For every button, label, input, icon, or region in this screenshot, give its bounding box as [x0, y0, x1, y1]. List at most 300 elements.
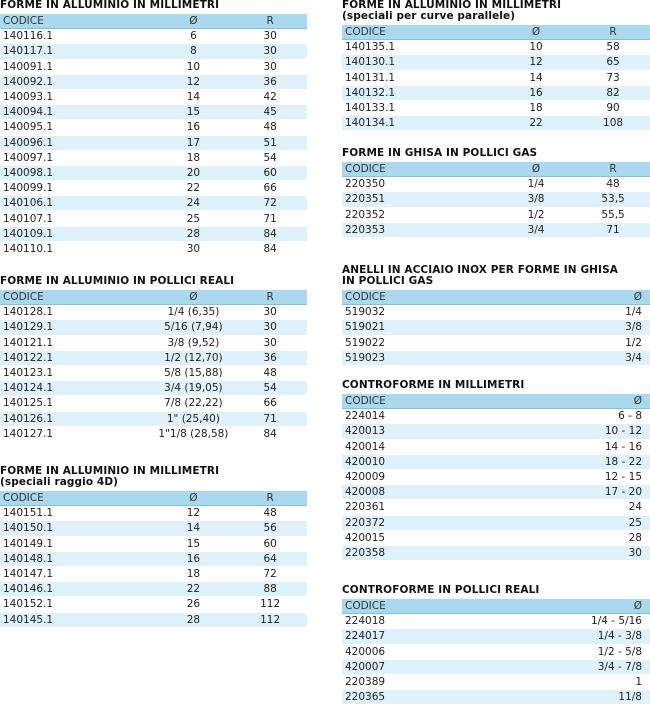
section-alluminio-mm: [0, 0, 307, 257]
table-row: [0, 29, 307, 44]
raggio-cell: 58: [576, 40, 650, 55]
column-header: CODICE: [342, 25, 496, 40]
table-body: [342, 614, 650, 705]
table-row: [342, 177, 650, 192]
table-row: [342, 85, 650, 100]
raggio-cell: 88: [233, 582, 307, 597]
codice-cell: 420008: [342, 485, 542, 500]
section-alluminio-4d: [0, 466, 307, 628]
table-row: [0, 521, 307, 536]
table-row: [342, 55, 650, 70]
codice-cell: 140099.1: [0, 181, 154, 196]
codice-cell: 220358: [342, 545, 542, 560]
raggio-cell: 64: [233, 551, 307, 566]
section-title-line: CONTROFORME IN MILLIMETRI: [342, 379, 525, 391]
codice-cell: 420015: [342, 530, 542, 545]
codice-cell: 140107.1: [0, 211, 154, 226]
table-row: [0, 365, 307, 380]
table-row: [0, 411, 307, 426]
column-header: CODICE: [342, 290, 542, 305]
diametro-cell: 24: [542, 500, 650, 515]
diametro-cell: 1/2: [496, 207, 576, 222]
table-row: [342, 690, 650, 705]
raggio-cell: 112: [233, 612, 307, 627]
data-table: [342, 162, 650, 238]
table-body: [342, 305, 650, 366]
table-header: [342, 162, 650, 177]
codice-cell: 140096.1: [0, 135, 154, 150]
codice-cell: 140093.1: [0, 89, 154, 104]
codice-cell: 220389: [342, 674, 542, 689]
diametro-cell: 18: [154, 566, 234, 581]
table-row: [342, 454, 650, 469]
codice-cell: 420014: [342, 439, 542, 454]
diametro-cell: 10: [154, 59, 234, 74]
table-header: [342, 290, 650, 305]
raggio-cell: 36: [233, 74, 307, 89]
diametro-cell: 1/2: [542, 335, 650, 350]
section-title: [0, 276, 307, 287]
table-row: [0, 396, 307, 411]
table-row: [0, 165, 307, 180]
table-row: [0, 196, 307, 211]
table-row: [342, 469, 650, 484]
raggio-cell: 42: [233, 89, 307, 104]
diametro-cell: 18: [496, 100, 576, 115]
table-body: [0, 29, 307, 257]
raggio-cell: 84: [233, 226, 307, 241]
codice-cell: 519032: [342, 305, 542, 320]
raggio-cell: 73: [576, 70, 650, 85]
raggio-cell: 108: [576, 116, 650, 131]
table-row: [0, 350, 307, 365]
raggio-cell: 45: [233, 105, 307, 120]
codice-cell: 220350: [342, 177, 496, 192]
table-header: [342, 599, 650, 614]
diametro-cell: 1/4: [496, 177, 576, 192]
codice-cell: 420010: [342, 454, 542, 469]
diametro-cell: 3/8: [542, 320, 650, 335]
column-header: Ø: [154, 14, 234, 29]
codice-cell: 140133.1: [342, 100, 496, 115]
raggio-cell: 71: [576, 222, 650, 237]
codice-cell: 140127.1: [0, 426, 154, 441]
diametro-cell: 3/4 - 7/8: [542, 659, 650, 674]
section-title: [342, 0, 650, 22]
codice-cell: 140148.1: [0, 551, 154, 566]
diametro-cell: 28: [154, 226, 234, 241]
diametro-cell: 6: [154, 29, 234, 44]
diametro-cell: 1/4 (6,35): [154, 305, 234, 320]
codice-cell: 140135.1: [342, 40, 496, 55]
raggio-cell: 30: [233, 29, 307, 44]
table-row: [0, 226, 307, 241]
codice-cell: 140147.1: [0, 566, 154, 581]
table-row: [342, 629, 650, 644]
table-row: [342, 659, 650, 674]
diametro-cell: 25: [542, 515, 650, 530]
table-row: [342, 207, 650, 222]
section-ghisa-pollici-gas: [342, 148, 650, 238]
raggio-cell: 53,5: [576, 192, 650, 207]
diametro-cell: 30: [542, 545, 650, 560]
codice-cell: 140091.1: [0, 59, 154, 74]
diametro-cell: 17: [154, 135, 234, 150]
diametro-cell: 10: [496, 40, 576, 55]
diametro-cell: 12 - 15: [542, 469, 650, 484]
table-row: [0, 612, 307, 627]
codice-cell: 140146.1: [0, 582, 154, 597]
codice-cell: 140145.1: [0, 612, 154, 627]
diametro-cell: 16: [154, 551, 234, 566]
codice-cell: 140097.1: [0, 150, 154, 165]
codice-cell: 140117.1: [0, 44, 154, 59]
column-header: R: [576, 162, 650, 177]
table-row: [0, 597, 307, 612]
header-row: [342, 162, 650, 177]
codice-cell: 140106.1: [0, 196, 154, 211]
section-title-line: IN POLLICI GAS: [342, 275, 434, 287]
section-title: [342, 380, 650, 391]
table-row: [0, 335, 307, 350]
raggio-cell: 71: [233, 211, 307, 226]
codice-cell: 140122.1: [0, 350, 154, 365]
section-title-line: (speciali raggio 4D): [0, 476, 119, 488]
raggio-cell: 51: [233, 135, 307, 150]
raggio-cell: 60: [233, 165, 307, 180]
diametro-cell: 14 - 16: [542, 439, 650, 454]
table-row: [0, 566, 307, 581]
codice-cell: 140098.1: [0, 165, 154, 180]
raggio-cell: 66: [233, 396, 307, 411]
header-row: [0, 491, 307, 506]
diametro-cell: 8: [154, 44, 234, 59]
table-row: [0, 536, 307, 551]
table-row: [342, 515, 650, 530]
column-header: Ø: [542, 290, 650, 305]
column-header: CODICE: [0, 14, 154, 29]
column-header: R: [233, 491, 307, 506]
raggio-cell: 48: [576, 177, 650, 192]
diametro-cell: 14: [496, 70, 576, 85]
section-alluminio-parallele: [342, 0, 650, 131]
raggio-cell: 56: [233, 521, 307, 536]
table-row: [342, 335, 650, 350]
table-row: [0, 59, 307, 74]
data-table: [0, 290, 307, 442]
data-table: [342, 290, 650, 366]
raggio-cell: 54: [233, 150, 307, 165]
codice-cell: 140151.1: [0, 506, 154, 521]
table-row: [0, 582, 307, 597]
section-title: [342, 265, 650, 287]
table-body: [342, 177, 650, 238]
codice-cell: 420007: [342, 659, 542, 674]
data-table: [0, 14, 307, 257]
codice-cell: 140129.1: [0, 320, 154, 335]
diametro-cell: 22: [154, 181, 234, 196]
table-row: [0, 181, 307, 196]
table-row: [342, 500, 650, 515]
codice-cell: 140123.1: [0, 365, 154, 380]
table-row: [342, 545, 650, 560]
raggio-cell: 36: [233, 350, 307, 365]
table-row: [0, 135, 307, 150]
table-header: [342, 394, 650, 409]
table-row: [342, 644, 650, 659]
table-header: [0, 491, 307, 506]
codice-cell: 140109.1: [0, 226, 154, 241]
codice-cell: 420013: [342, 424, 542, 439]
raggio-cell: 65: [576, 55, 650, 70]
diametro-cell: 1"1/8 (28,58): [154, 426, 234, 441]
section-controforme-mm: [342, 380, 650, 561]
section-title-line: ANELLI IN ACCIAIO INOX PER FORME IN GHISA: [342, 264, 618, 276]
diametro-cell: 1/2 - 5/8: [542, 644, 650, 659]
section-title: [0, 466, 307, 488]
table-row: [0, 211, 307, 226]
column-header: Ø: [496, 25, 576, 40]
codice-cell: 140131.1: [342, 70, 496, 85]
table-row: [342, 439, 650, 454]
data-table: [342, 394, 650, 561]
codice-cell: 519021: [342, 320, 542, 335]
header-row: [342, 290, 650, 305]
raggio-cell: 48: [233, 506, 307, 521]
diametro-cell: 28: [154, 612, 234, 627]
table-body: [0, 506, 307, 628]
table-row: [0, 44, 307, 59]
diametro-cell: 14: [154, 521, 234, 536]
column-header: CODICE: [342, 599, 542, 614]
diametro-cell: 14: [154, 89, 234, 104]
table-row: [342, 530, 650, 545]
table-body: [342, 409, 650, 561]
table-row: [342, 674, 650, 689]
table-row: [342, 320, 650, 335]
codice-cell: 140125.1: [0, 396, 154, 411]
diametro-cell: 12: [496, 55, 576, 70]
table-row: [342, 350, 650, 365]
diametro-cell: 3/4: [496, 222, 576, 237]
codice-cell: 140092.1: [0, 74, 154, 89]
codice-cell: 224014: [342, 409, 542, 424]
raggio-cell: 60: [233, 536, 307, 551]
table-row: [342, 192, 650, 207]
diametro-cell: 15: [154, 105, 234, 120]
column-header: R: [233, 290, 307, 305]
section-anelli-inox: [342, 265, 650, 366]
section-title-line: (speciali per curve parallele): [342, 10, 516, 22]
table-row: [342, 424, 650, 439]
table-row: [0, 506, 307, 521]
table-row: [342, 40, 650, 55]
diametro-cell: 11/8: [542, 690, 650, 705]
codice-cell: 519023: [342, 350, 542, 365]
raggio-cell: 48: [233, 120, 307, 135]
table-row: [342, 409, 650, 424]
raggio-cell: 72: [233, 566, 307, 581]
column-header: CODICE: [342, 162, 496, 177]
diametro-cell: 12: [154, 506, 234, 521]
section-title: [0, 0, 307, 11]
table-row: [342, 305, 650, 320]
raggio-cell: 30: [233, 305, 307, 320]
table-row: [0, 120, 307, 135]
raggio-cell: 54: [233, 381, 307, 396]
table-row: [342, 100, 650, 115]
diametro-cell: 24: [154, 196, 234, 211]
codice-cell: 220365: [342, 690, 542, 705]
table-row: [342, 70, 650, 85]
section-title: [342, 148, 650, 159]
table-row: [0, 305, 307, 320]
diametro-cell: 3/4: [542, 350, 650, 365]
diametro-cell: 1/2 (12,70): [154, 350, 234, 365]
diametro-cell: 20: [154, 165, 234, 180]
header-row: [342, 394, 650, 409]
diametro-cell: 22: [154, 582, 234, 597]
table-body: [342, 40, 650, 131]
section-title-line: FORME IN GHISA IN POLLICI GAS: [342, 147, 538, 159]
diametro-cell: 5/16 (7,94): [154, 320, 234, 335]
data-table: [0, 491, 307, 628]
table-row: [0, 89, 307, 104]
column-header: CODICE: [342, 394, 542, 409]
column-header: R: [576, 25, 650, 40]
diametro-cell: 6 - 8: [542, 409, 650, 424]
diametro-cell: 26: [154, 597, 234, 612]
codice-cell: 140095.1: [0, 120, 154, 135]
table-row: [342, 116, 650, 131]
codice-cell: 420006: [342, 644, 542, 659]
diametro-cell: 12: [154, 74, 234, 89]
codice-cell: 140110.1: [0, 241, 154, 256]
header-row: [342, 599, 650, 614]
codice-cell: 224017: [342, 629, 542, 644]
table-row: [0, 320, 307, 335]
codice-cell: 140094.1: [0, 105, 154, 120]
section-title: [342, 585, 650, 596]
header-row: [342, 25, 650, 40]
table-row: [0, 74, 307, 89]
diametro-cell: 30: [154, 241, 234, 256]
diametro-cell: 22: [496, 116, 576, 131]
section-title-line: CONTROFORME IN POLLICI REALI: [342, 584, 540, 596]
codice-cell: 140150.1: [0, 521, 154, 536]
raggio-cell: 30: [233, 44, 307, 59]
codice-cell: 140152.1: [0, 597, 154, 612]
data-table: [342, 599, 650, 705]
diametro-cell: 1/4 - 5/16: [542, 614, 650, 629]
raggio-cell: 48: [233, 365, 307, 380]
raggio-cell: 84: [233, 241, 307, 256]
raggio-cell: 30: [233, 59, 307, 74]
diametro-cell: 5/8 (15,88): [154, 365, 234, 380]
codice-cell: 140149.1: [0, 536, 154, 551]
diametro-cell: 1: [542, 674, 650, 689]
codice-cell: 140130.1: [342, 55, 496, 70]
codice-cell: 220352: [342, 207, 496, 222]
codice-cell: 140124.1: [0, 381, 154, 396]
codice-cell: 519022: [342, 335, 542, 350]
codice-cell: 220372: [342, 515, 542, 530]
diametro-cell: 3/4 (19,05): [154, 381, 234, 396]
table-row: [0, 551, 307, 566]
diametro-cell: 3/8: [496, 192, 576, 207]
table-row: [0, 426, 307, 441]
column-header: CODICE: [0, 290, 154, 305]
diametro-cell: 17 - 20: [542, 485, 650, 500]
raggio-cell: 82: [576, 85, 650, 100]
diametro-cell: 25: [154, 211, 234, 226]
header-row: [0, 14, 307, 29]
codice-cell: 140134.1: [342, 116, 496, 131]
column-header: CODICE: [0, 491, 154, 506]
column-header: R: [233, 14, 307, 29]
diametro-cell: 10 - 12: [542, 424, 650, 439]
codice-cell: 220351: [342, 192, 496, 207]
table-header: [342, 25, 650, 40]
raggio-cell: 66: [233, 181, 307, 196]
codice-cell: 220353: [342, 222, 496, 237]
table-row: [0, 105, 307, 120]
section-title-line: FORME IN ALLUMINIO IN MILLIMETRI: [0, 0, 220, 11]
diametro-cell: 15: [154, 536, 234, 551]
column-header: Ø: [496, 162, 576, 177]
column-header: Ø: [154, 491, 234, 506]
raggio-cell: 71: [233, 411, 307, 426]
table-row: [342, 222, 650, 237]
raggio-cell: 112: [233, 597, 307, 612]
diametro-cell: 3/8 (9,52): [154, 335, 234, 350]
table-row: [342, 614, 650, 629]
diametro-cell: 28: [542, 530, 650, 545]
table-row: [0, 381, 307, 396]
section-controforme-pollici: [342, 585, 650, 705]
table-header: [0, 14, 307, 29]
data-table: [342, 25, 650, 131]
section-title-line: FORME IN ALLUMINIO IN MILLIMETRI: [342, 0, 562, 11]
raggio-cell: 55,5: [576, 207, 650, 222]
section-title-line: FORME IN ALLUMINIO IN POLLICI REALI: [0, 275, 235, 287]
raggio-cell: 90: [576, 100, 650, 115]
column-header: Ø: [542, 599, 650, 614]
section-alluminio-pollici: [0, 276, 307, 442]
codice-cell: 420009: [342, 469, 542, 484]
diametro-cell: 16: [496, 85, 576, 100]
codice-cell: 140126.1: [0, 411, 154, 426]
codice-cell: 224018: [342, 614, 542, 629]
raggio-cell: 30: [233, 335, 307, 350]
table-row: [342, 485, 650, 500]
codice-cell: 140128.1: [0, 305, 154, 320]
table-row: [0, 241, 307, 256]
raggio-cell: 30: [233, 320, 307, 335]
codice-cell: 140132.1: [342, 85, 496, 100]
raggio-cell: 72: [233, 196, 307, 211]
diametro-cell: 1/4: [542, 305, 650, 320]
table-body: [0, 305, 307, 442]
table-row: [0, 150, 307, 165]
table-header: [0, 290, 307, 305]
diametro-cell: 18 - 22: [542, 454, 650, 469]
diametro-cell: 16: [154, 120, 234, 135]
diametro-cell: 1" (25,40): [154, 411, 234, 426]
column-header: Ø: [542, 394, 650, 409]
diametro-cell: 18: [154, 150, 234, 165]
diametro-cell: 7/8 (22,22): [154, 396, 234, 411]
